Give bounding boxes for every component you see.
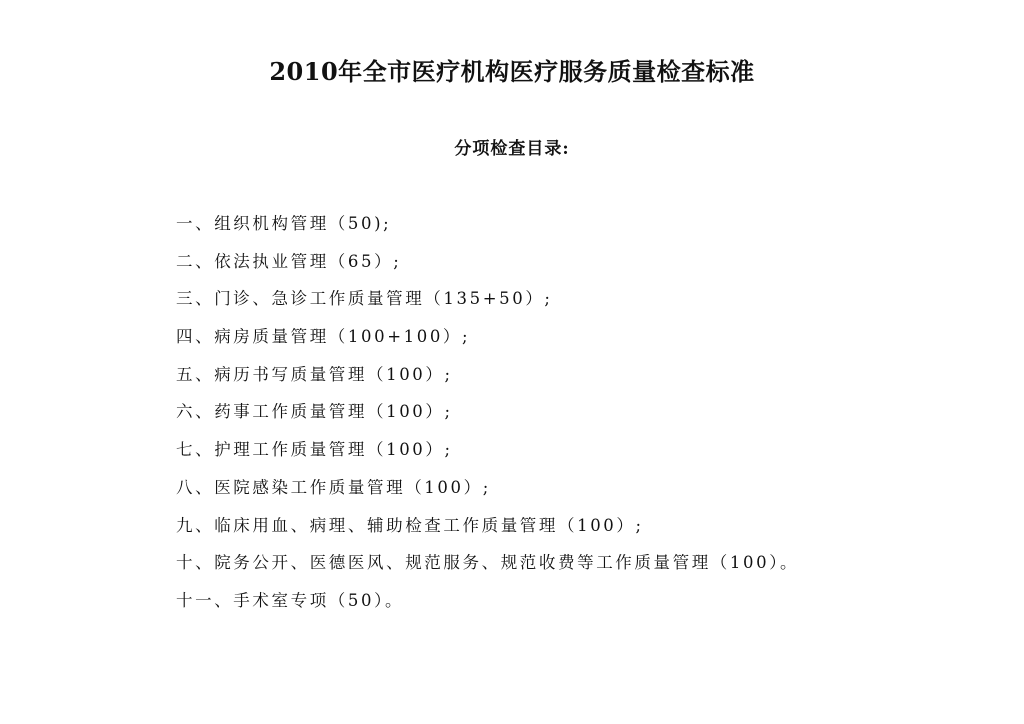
list-item: 十、院务公开、医德医风、规范服务、规范收费等工作质量管理（100）。 xyxy=(176,553,800,573)
list-item: 三、门诊、急诊工作质量管理（135+50）; xyxy=(176,289,553,309)
list-item: 五、病历书写质量管理（100）; xyxy=(176,364,453,384)
list-item: 四、病房质量管理（100+100）; xyxy=(176,327,471,347)
list-item: 一、组织机构管理（50); xyxy=(176,214,392,233)
list-item: 六、药事工作质量管理（100）; xyxy=(176,402,453,422)
list-item: 十一、手术室专项（50）。 xyxy=(176,590,405,610)
list-item: 二、依法执业管理（65）; xyxy=(176,251,402,271)
inspection-item-list xyxy=(176,210,896,625)
document-title: 2010年全市医疗机构医疗服务质量检查标准 xyxy=(269,57,755,86)
section-subtitle: 分项检查目录: xyxy=(454,139,570,159)
list-item: 九、临床用血、病理、辅助检查工作质量管理（100）; xyxy=(176,515,644,535)
list-item: 七、护理工作质量管理（100）; xyxy=(176,440,453,460)
list-item: 八、医院感染工作质量管理（100）; xyxy=(176,477,491,497)
